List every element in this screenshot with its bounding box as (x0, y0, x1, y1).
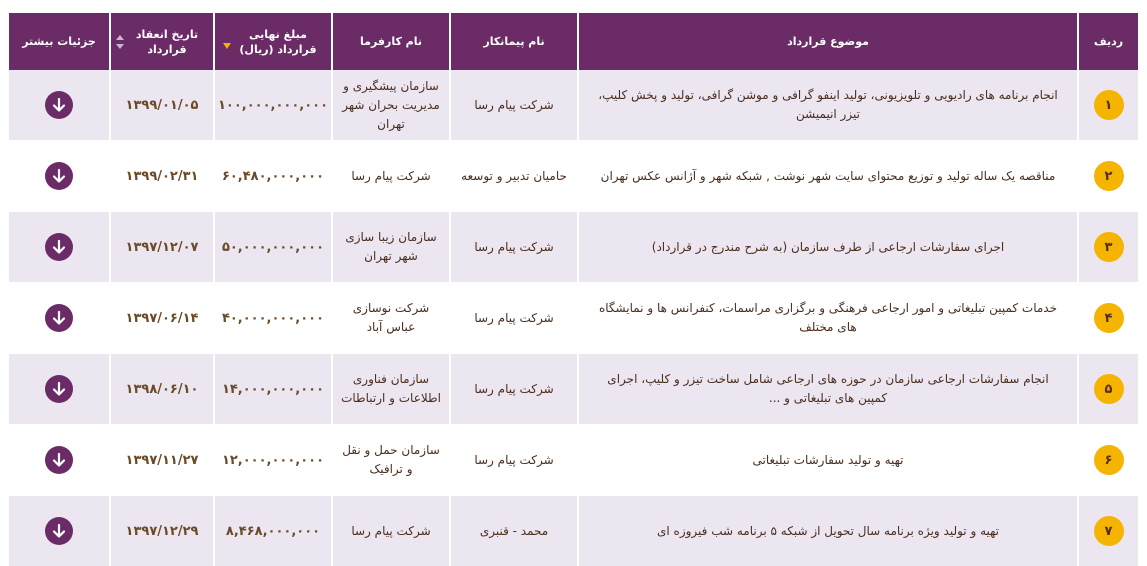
row-number-badge: ۱ (1094, 90, 1124, 120)
details-cell (9, 283, 109, 353)
row-number-cell (1077, 141, 1138, 211)
row-number-cell (1077, 283, 1138, 353)
header-details: جزئیات بیشتر (22, 35, 96, 48)
employer-cell: سازمان پیشگیری و مدیریت بحران شهر تهران (331, 70, 449, 140)
arrow-down-circle-icon (51, 381, 67, 397)
details-cell (9, 425, 109, 495)
row-number-cell (1077, 496, 1138, 566)
subject-cell: انجام سفارشات ارجاعی سازمان در حوزه های ارجاعی شامل ساخت تیزر و کلیپ، اجرای کمپین های تبلیغاتی و ... (577, 354, 1077, 424)
header-contractor: نام پیمانکار (449, 13, 577, 70)
amount-cell: ۵۰,۰۰۰,۰۰۰,۰۰۰ (213, 212, 331, 282)
employer-cell: شرکت پیام رسا (331, 496, 449, 566)
subject-cell: تهیه و تولید ویژه برنامه سال تحویل از شبکه ۵ برنامه شب فیروزه ای (577, 496, 1077, 566)
table-header (9, 13, 1138, 70)
date-cell: ۱۳۹۸/۰۶/۱۰ (109, 354, 213, 424)
subject-cell: انجام برنامه های رادیویی و تلویزیونی، تولید اینفو گرافی و موشن گرافی، تولید و پخش کلیپ، تیزر انیمیشن (577, 70, 1077, 140)
details-button[interactable] (45, 517, 73, 545)
table-row (9, 212, 1138, 282)
amount-cell: ۱۴,۰۰۰,۰۰۰,۰۰۰ (213, 354, 331, 424)
sort-arrows-icon (116, 35, 124, 49)
details-button[interactable] (45, 304, 73, 332)
details-cell (9, 70, 109, 140)
date-cell: ۱۳۹۹/۰۱/۰۵ (109, 70, 213, 140)
employer-cell: شرکت پیام رسا (331, 141, 449, 211)
row-number-badge: ۴ (1094, 303, 1124, 333)
contracts-table (9, 13, 1138, 566)
contractor-cell: حامیان تدبیر و توسعه (449, 141, 577, 211)
employer-cell: سازمان فناوری اطلاعات و ارتباطات (331, 354, 449, 424)
arrow-down-circle-icon (51, 239, 67, 255)
row-number-badge: ۲ (1094, 161, 1124, 191)
table-row (9, 141, 1138, 211)
date-cell: ۱۳۹۷/۱۲/۰۷ (109, 212, 213, 282)
amount-cell: ۶۰,۴۸۰,۰۰۰,۰۰۰ (213, 141, 331, 211)
amount-cell: ۱۲,۰۰۰,۰۰۰,۰۰۰ (213, 425, 331, 495)
amount-cell: ۴۰,۰۰۰,۰۰۰,۰۰۰ (213, 283, 331, 353)
date-cell: ۱۳۹۹/۰۲/۳۱ (109, 141, 213, 211)
header-employer: نام کارفرما (331, 13, 449, 70)
subject-cell: مناقصه یک ساله تولید و توزیع محتوای سایت شهر نوشت , شبکه شهر و آژانس عکس تهران (577, 141, 1077, 211)
arrow-down-circle-icon (51, 168, 67, 184)
row-number-cell (1077, 425, 1138, 495)
table-body (9, 70, 1138, 566)
details-cell (9, 212, 109, 282)
row-number-cell (1077, 354, 1138, 424)
details-button[interactable] (45, 446, 73, 474)
arrow-down-circle-icon (51, 310, 67, 326)
row-number-cell (1077, 70, 1138, 140)
contractor-cell: شرکت پیام رسا (449, 283, 577, 353)
contractor-cell: شرکت پیام رسا (449, 212, 577, 282)
table-row (9, 283, 1138, 353)
row-number-badge: ۳ (1094, 232, 1124, 262)
details-button[interactable] (45, 91, 73, 119)
subject-cell: اجرای سفارشات ارجاعی از طرف سازمان (به شرح مندرج در قرارداد) (577, 212, 1077, 282)
date-cell: ۱۳۹۷/۱۲/۲۹ (109, 496, 213, 566)
table-row (9, 70, 1138, 140)
details-button[interactable] (45, 233, 73, 261)
row-number-badge: ۷ (1094, 516, 1124, 546)
arrow-down-circle-icon (51, 452, 67, 468)
header-amount-label: مبلغ نهایی قرارداد (ریال) (239, 27, 317, 56)
amount-cell: ۸,۴۶۸,۰۰۰,۰۰۰ (213, 496, 331, 566)
amount-cell: ۱۰۰,۰۰۰,۰۰۰,۰۰۰ (213, 70, 331, 140)
header-subject: موضوع قرارداد (577, 13, 1077, 70)
row-number-cell (1077, 212, 1138, 282)
contractor-cell: شرکت پیام رسا (449, 425, 577, 495)
header-row-number: ردیف (1077, 13, 1138, 70)
details-cell (9, 141, 109, 211)
date-cell: ۱۳۹۷/۱۱/۲۷ (109, 425, 213, 495)
table-row (9, 425, 1138, 495)
row-number-badge: ۵ (1094, 374, 1124, 404)
contractor-cell: محمد - قنبری (449, 496, 577, 566)
details-cell (9, 354, 109, 424)
details-cell (9, 496, 109, 566)
header-amount-sort[interactable] (213, 13, 331, 70)
contractor-cell: شرکت پیام رسا (449, 70, 577, 140)
subject-cell: خدمات کمپین تبلیغاتی و امور ارجاعی فرهنگی و برگزاری مراسمات، کنفرانس ها و نمایشگاه های مختلف (577, 283, 1077, 353)
header-date-sort[interactable] (109, 13, 213, 70)
row-number-badge: ۶ (1094, 445, 1124, 475)
header-date-label: تاریخ انعقاد قرارداد (135, 27, 199, 56)
employer-cell: شرکت نوسازی عباس آباد (331, 283, 449, 353)
arrow-down-circle-icon (51, 523, 67, 539)
employer-cell: سازمان زیبا سازی شهر تهران (331, 212, 449, 282)
details-button[interactable] (45, 375, 73, 403)
details-button[interactable] (45, 162, 73, 190)
sort-desc-icon (223, 43, 231, 49)
subject-cell: تهیه و تولید سفارشات تبلیغاتی (577, 425, 1077, 495)
date-cell: ۱۳۹۷/۰۶/۱۴ (109, 283, 213, 353)
arrow-down-circle-icon (51, 97, 67, 113)
table-row (9, 496, 1138, 566)
table-row (9, 354, 1138, 424)
contractor-cell: شرکت پیام رسا (449, 354, 577, 424)
employer-cell: سازمان حمل و نقل و ترافیک (331, 425, 449, 495)
